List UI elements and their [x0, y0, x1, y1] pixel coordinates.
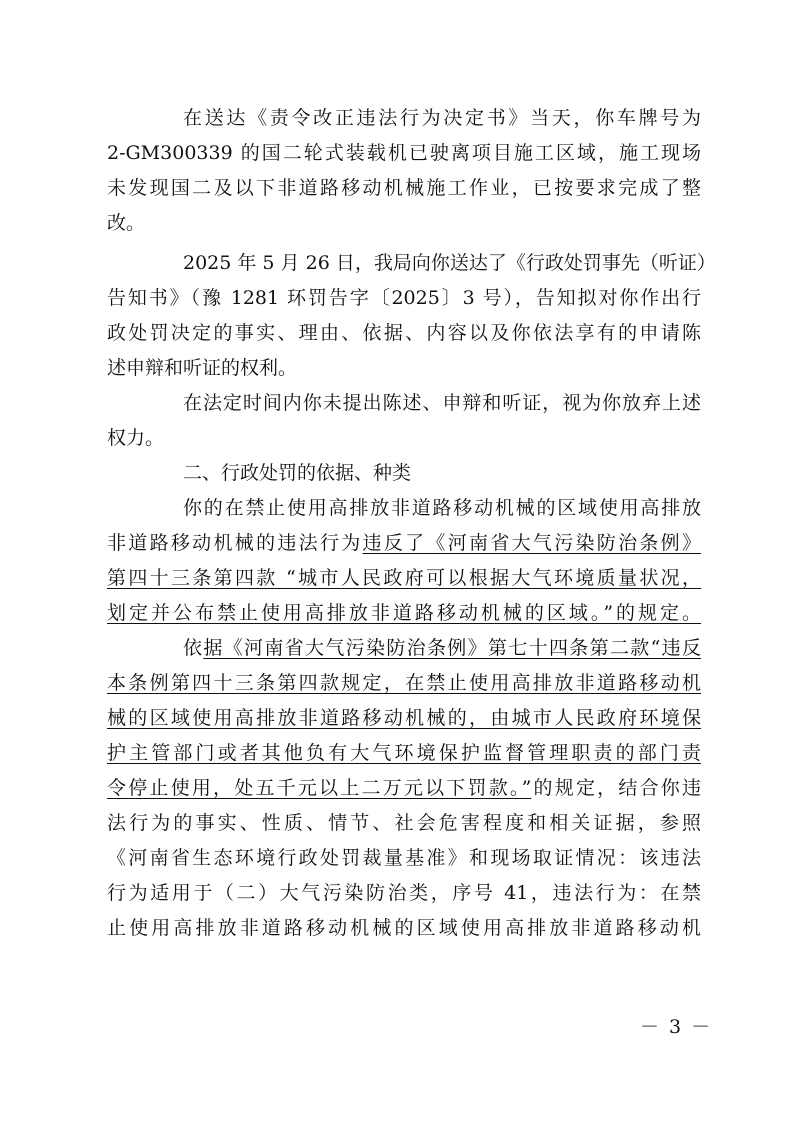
text-line	[107, 561, 701, 596]
line-text: 改。	[107, 212, 146, 234]
text-line	[107, 771, 701, 806]
text-line	[107, 841, 701, 876]
line-text: 2-GM300339 的国二轮式装载机已驶离项目施工区域，施工现场	[107, 142, 701, 164]
underlined-text: 械的区域使用高排放非道路移动机械的，由城市人民政府环境保	[107, 707, 701, 729]
line-text: 未发现国二及以下非道路移动机械施工作业，已按要求完成了整	[107, 177, 701, 199]
underlined-text: 令停止使用，处五千元以上二万元以下罚款。”	[107, 777, 532, 799]
line-text: 依	[183, 637, 204, 659]
text-line	[107, 351, 701, 386]
text-line	[107, 526, 701, 561]
text-line	[107, 171, 701, 206]
text-line	[107, 281, 701, 316]
line-text: 法行为的事实、性质、情节、社会危害程度和相关证据，参照	[107, 812, 701, 834]
line-text: 权力。	[107, 427, 165, 449]
line-text-after: 的规定，结合你违	[531, 777, 701, 799]
text-line	[107, 421, 701, 456]
line-text: 2025 年 5 月 26 日，我局向你送达了《行政处罚事先（听证）	[183, 252, 716, 274]
line-text: 在送达《责令改正违法行为决定书》当天，你车牌号为	[183, 107, 701, 129]
text-line	[107, 456, 701, 491]
text-line	[107, 876, 701, 911]
line-text: 非道路移动机械的违法行为	[107, 532, 363, 554]
line-text: 二、行政处罚的依据、种类	[183, 462, 412, 484]
line-text: 《河南省生态环境行政处罚裁量基准》和现场取证情况：该违法	[107, 847, 701, 869]
line-text: 止使用高排放非道路移动机械的区域使用高排放非道路移动机	[107, 917, 701, 939]
text-line	[107, 911, 701, 946]
line-text: 在法定时间内你未提出陈述、申辩和听证，视为你放弃上述	[183, 392, 701, 414]
text-line	[107, 596, 701, 631]
underlined-text: 本条例第四十三条第四款规定，在禁止使用高排放非道路移动机	[107, 672, 701, 694]
line-text: 述申辩和听证的权利。	[107, 357, 298, 379]
text-line	[107, 136, 701, 171]
line-text: 告知书》（豫 1281 环罚告字〔2025〕3 号），告知拟对你作出行	[107, 287, 701, 309]
text-line	[107, 701, 701, 736]
text-line	[107, 101, 701, 136]
text-line	[107, 206, 701, 241]
underlined-text: 划定并公布禁止使用高排放非道路移动机械的区域。”的规定。	[107, 602, 701, 624]
text-line	[107, 631, 701, 666]
underlined-text: 第四十三条第四款 “城市人民政府可以根据大气环境质量状况，	[107, 567, 701, 589]
line-text: 你的在禁止使用高排放非道路移动机械的区域使用高排放	[183, 497, 701, 519]
underlined-text: 违反了《河南省大气污染防治条例》	[362, 532, 701, 554]
text-line	[107, 246, 716, 281]
text-line	[107, 491, 701, 526]
line-text: 政处罚决定的事实、理由、依据、内容以及你依法享有的申请陈	[107, 322, 701, 344]
text-line	[107, 316, 701, 351]
text-line	[107, 806, 701, 841]
underlined-text: 据《河南省大气污染防治条例》第七十四条第二款“违反	[203, 637, 701, 659]
underlined-text: 护主管部门或者其他负有大气环境保护监督管理职责的部门责	[107, 742, 701, 764]
document-body	[107, 101, 716, 946]
text-line	[107, 666, 701, 701]
text-line	[107, 386, 701, 421]
text-line	[107, 736, 701, 771]
line-text: 行为适用于（二）大气污染防治类，序号 41，违法行为：在禁	[107, 882, 701, 904]
page-number: － 3 －	[640, 1016, 713, 1038]
